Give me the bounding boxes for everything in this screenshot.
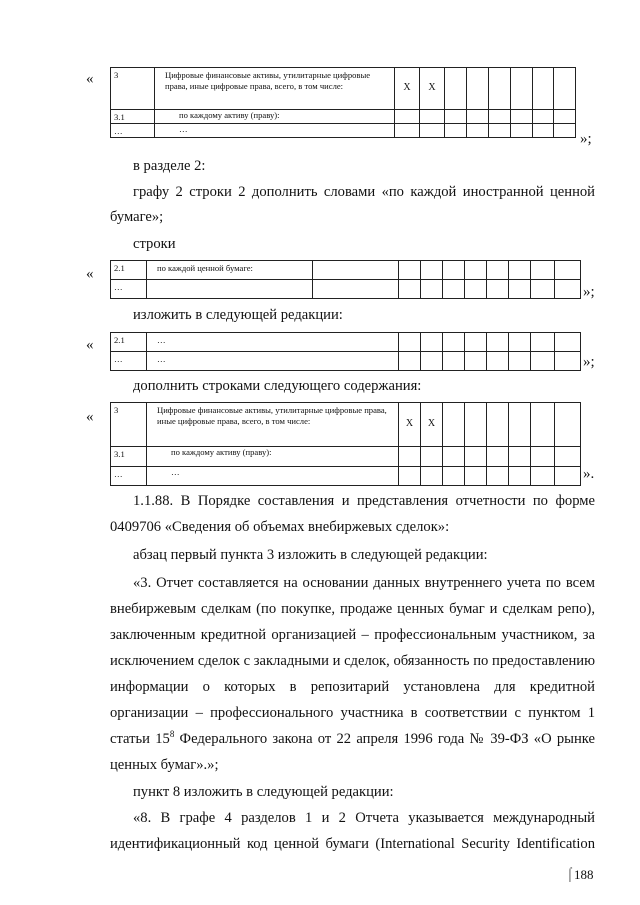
para-q3-line7-sup: 8: [169, 729, 175, 740]
quote-open-2: «: [86, 266, 94, 282]
para-paragraph1: абзац первый пункта 3 изложить в следующей редакции:: [133, 547, 488, 563]
quote-close-4: ».: [583, 466, 595, 482]
para-graph2-line2: бумаге»;: [110, 209, 164, 225]
table4-row2-text: по каждому активу (праву):: [147, 447, 399, 467]
para-graph2-line1: графу 2 строки 2 дополнить словами «по каждой иностранной ценной: [133, 184, 595, 200]
table3-row2-text: …: [147, 352, 399, 371]
para-point8: пункт 8 изложить в следующей редакции:: [133, 784, 394, 800]
para-section2: в разделе 2:: [133, 158, 206, 174]
quote-open: «: [86, 71, 94, 87]
table2-row2-num: …: [111, 280, 147, 299]
table3-row2-num: …: [111, 352, 147, 371]
table1-row1-x1: X: [395, 68, 420, 110]
para-q3-line1: «3. Отчет составляется на основании данных внутреннего учета по всем: [133, 575, 595, 591]
para-q3-line7: [110, 730, 595, 748]
page-number: 188: [574, 867, 594, 882]
table4-row1-num: 3: [111, 403, 147, 447]
table1-row3-num: …: [111, 124, 155, 138]
table3-row1-num: 2.1: [111, 333, 147, 352]
quote-close-3: »;: [583, 354, 595, 370]
table-4: [110, 402, 581, 486]
para-q3-line7-b: Федерального закона от 22 апреля 1996 года № 39-ФЗ «О рынке: [174, 731, 595, 747]
table4-row1-x1: X: [399, 403, 421, 447]
quote-open-4: «: [86, 409, 94, 425]
table1-row1-x2: X: [420, 68, 445, 110]
para-q3-line6: организации – профессионального участника в соответствии с пунктом 1: [110, 705, 595, 721]
para-q3-line8: ценных бумаг».»;: [110, 757, 219, 773]
para-q3-line2: внебиржевым сделкам (по покупке, продаже ценных бумаг и сделкам репо),: [110, 601, 595, 617]
table-2: [110, 260, 581, 299]
table1-row1-text: Цифровые финансовые активы, утилитарные цифровые права, иные цифровые права, всего, в том числе:: [155, 68, 395, 110]
table1-row2-text: по каждому активу (праву):: [155, 110, 395, 124]
para-rows: строки: [133, 236, 176, 252]
para-1188-line2: 0409706 «Сведения об объемах внебиржевых сделок»:: [110, 519, 450, 535]
para-add-rows: дополнить строками следующего содержания:: [133, 378, 422, 394]
table4-row3-num: …: [111, 467, 147, 486]
para-edit1: изложить в следующей редакции:: [133, 307, 343, 323]
quote-close-1: »;: [580, 131, 592, 147]
para-q3-line7-a: статьи 15: [110, 731, 170, 747]
para-1188-line1: 1.1.88. В Порядке составления и представления отчетности по форме: [133, 493, 595, 509]
para-q3-line3: заключенным кредитной организацией – профессиональным участником, за: [110, 627, 595, 643]
table4-row3-text: …: [147, 467, 399, 486]
table4-row2-num: 3.1: [111, 447, 147, 467]
para-q3-line4: исключением сделок с закладными и сделок, обязанность по предоставлению: [110, 653, 595, 669]
para-q3-line5: информации о которых в репозитарий установлена для кредитной: [110, 679, 595, 695]
table2-row1-text: по каждой ценной бумаге:: [147, 261, 313, 280]
table2-row1-num: 2.1: [111, 261, 147, 280]
page-mark: ⌠: [566, 866, 574, 881]
para-q8-line1: «8. В графе 4 разделов 1 и 2 Отчета указывается международный: [133, 810, 595, 826]
table3-row1-text: …: [147, 333, 399, 352]
table1-row2-num: 3.1: [111, 110, 155, 124]
table4-row1-text: Цифровые финансовые активы, утилитарные цифровые права, иные цифровые права, всего, в том числе:: [147, 403, 399, 447]
table1-row3-text: …: [155, 124, 395, 138]
table1-row1-num: 3: [111, 68, 155, 110]
quote-close-2: »;: [583, 284, 595, 300]
table-1: [110, 67, 576, 138]
quote-open-3: «: [86, 337, 94, 353]
table-3: [110, 332, 581, 371]
table4-row1-x2: X: [421, 403, 443, 447]
para-q8-line2: идентификационный код ценной бумаги (International Security Identification: [110, 836, 595, 852]
